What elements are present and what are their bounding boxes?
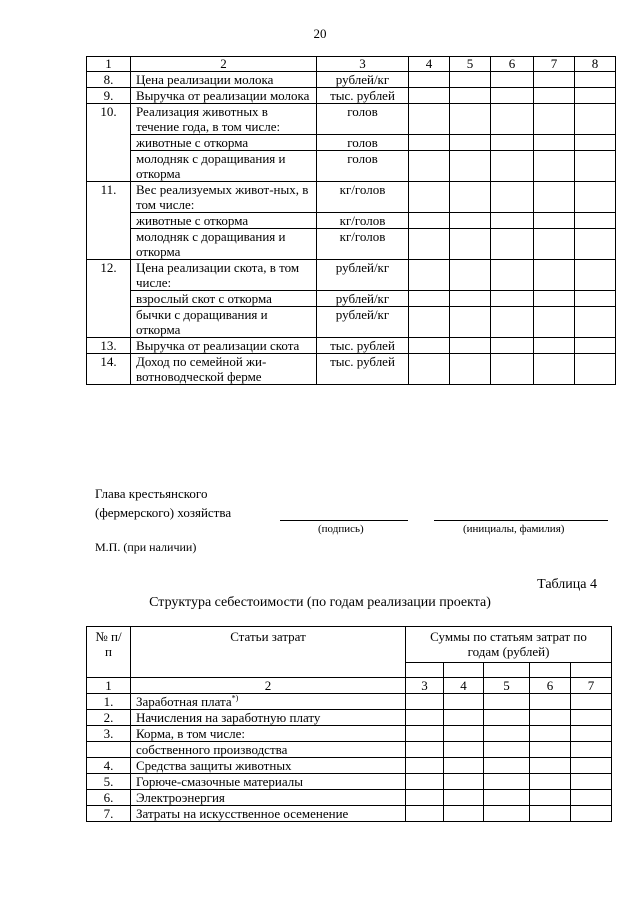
column-number: 6: [530, 678, 571, 694]
column-number: 6: [491, 57, 534, 72]
row-indicator: Выручка от реализации скота: [131, 338, 317, 354]
cost-item: [131, 742, 406, 758]
row-unit: тыс. рублей: [317, 354, 409, 385]
row-number: 1.: [87, 694, 131, 710]
header-num: № п/п: [87, 627, 131, 678]
value-cell: [530, 710, 571, 726]
value-cell: [534, 135, 575, 151]
cost-item: [131, 726, 406, 742]
value-cell: [409, 307, 450, 338]
column-number: 7: [571, 678, 612, 694]
value-cell: [491, 354, 534, 385]
table-row: [87, 710, 612, 726]
value-cell: [491, 291, 534, 307]
row-number: 10.: [87, 104, 131, 182]
row-unit: кг/голов: [317, 229, 409, 260]
value-cell: [575, 229, 616, 260]
value-cell: [534, 291, 575, 307]
table4-title: Структура себестоимости (по годам реализации проекта): [149, 595, 491, 610]
table-row: [87, 758, 612, 774]
row-unit: рублей/кг: [317, 260, 409, 291]
value-cell: [575, 151, 616, 182]
row-unit: голов: [317, 151, 409, 182]
table-row: [87, 88, 616, 104]
value-cell: [450, 135, 491, 151]
value-cell: [484, 790, 530, 806]
row-number: [87, 742, 131, 758]
value-cell: [575, 291, 616, 307]
page-number: 20: [313, 26, 327, 41]
value-cell: [409, 72, 450, 88]
table-row: [87, 213, 616, 229]
value-cell: [409, 229, 450, 260]
value-cell: [530, 806, 571, 822]
value-cell: [575, 307, 616, 338]
value-cell: [534, 260, 575, 291]
table-row: [87, 338, 616, 354]
row-unit: голов: [317, 104, 409, 135]
value-cell: [491, 338, 534, 354]
column-number: 8: [575, 57, 616, 72]
row-indicator: молодняк с доращивания и откорма: [131, 151, 317, 182]
value-cell: [571, 710, 612, 726]
row-unit: кг/голов: [317, 182, 409, 213]
column-number-row: [87, 57, 616, 72]
value-cell: [530, 774, 571, 790]
value-cell: [530, 742, 571, 758]
row-unit: тыс. рублей: [317, 88, 409, 104]
stamp-label: М.П. (при наличии): [95, 540, 197, 554]
value-cell: [409, 291, 450, 307]
value-cell: [534, 307, 575, 338]
value-cell: [534, 88, 575, 104]
table-row: [87, 260, 616, 291]
value-cell: [491, 307, 534, 338]
value-cell: [491, 72, 534, 88]
value-cell: [409, 354, 450, 385]
value-cell: [491, 260, 534, 291]
cost-structure-table: [86, 626, 612, 822]
header-items: Статьи затрат: [131, 627, 406, 678]
row-number: 4.: [87, 758, 131, 774]
row-unit: кг/голов: [317, 213, 409, 229]
table-row: [87, 806, 612, 822]
cost-item-label: Средства защиты животных: [136, 758, 292, 773]
value-cell: [450, 291, 491, 307]
table-row: [87, 790, 612, 806]
value-cell: [575, 338, 616, 354]
value-cell: [534, 72, 575, 88]
value-cell: [491, 135, 534, 151]
column-number: 1: [87, 678, 131, 694]
row-number: 6.: [87, 790, 131, 806]
value-cell: [534, 229, 575, 260]
value-cell: [444, 790, 484, 806]
row-indicator: бычки с доращивания и откорма: [131, 307, 317, 338]
value-cell: [406, 774, 444, 790]
value-cell: [484, 694, 530, 710]
value-cell: [571, 790, 612, 806]
value-cell: [450, 229, 491, 260]
row-number: 3.: [87, 726, 131, 742]
row-indicator: Реализация животных в течение года, в том числе:: [131, 104, 317, 135]
row-number: 9.: [87, 88, 131, 104]
value-cell: [484, 742, 530, 758]
table-row: [87, 291, 616, 307]
column-number: 2: [131, 678, 406, 694]
value-cell: [406, 790, 444, 806]
value-cell: [534, 151, 575, 182]
value-cell: [571, 758, 612, 774]
value-cell: [450, 182, 491, 213]
value-cell: [409, 213, 450, 229]
value-cell: [444, 758, 484, 774]
cost-item: [131, 774, 406, 790]
column-number: 4: [409, 57, 450, 72]
value-cell: [534, 354, 575, 385]
value-cell: [484, 806, 530, 822]
table-row: [87, 104, 616, 135]
value-cell: [534, 182, 575, 213]
table-row: [87, 774, 612, 790]
value-cell: [406, 726, 444, 742]
value-cell: [491, 213, 534, 229]
value-cell: [575, 260, 616, 291]
row-unit: рублей/кг: [317, 72, 409, 88]
farm-head-label: [95, 486, 231, 521]
table-row: [87, 72, 616, 88]
value-cell: [484, 710, 530, 726]
farm-head-line1: Глава крестьянского: [95, 486, 208, 501]
table-row: [87, 307, 616, 338]
value-cell: [406, 694, 444, 710]
value-cell: [450, 260, 491, 291]
value-cell: [450, 338, 491, 354]
row-number: 2.: [87, 710, 131, 726]
value-cell: [450, 213, 491, 229]
value-cell: [571, 774, 612, 790]
row-number: 8.: [87, 72, 131, 88]
value-cell: [444, 726, 484, 742]
cost-item-label: Электроэнергия: [136, 790, 225, 805]
row-number: 14.: [87, 354, 131, 385]
column-number: 7: [534, 57, 575, 72]
column-number: 2: [131, 57, 317, 72]
value-cell: [406, 806, 444, 822]
table-row: [87, 151, 616, 182]
cost-item: [131, 710, 406, 726]
value-cell: [409, 151, 450, 182]
value-cell: [450, 307, 491, 338]
value-cell: [406, 758, 444, 774]
column-number: 3: [406, 678, 444, 694]
value-cell: [575, 182, 616, 213]
table-row: [87, 694, 612, 710]
cost-item: [131, 694, 406, 710]
row-indicator: Цена реализации скота, в том числе:: [131, 260, 317, 291]
signature-caption: (подпись): [318, 523, 364, 535]
value-cell: [575, 354, 616, 385]
value-cell: [571, 742, 612, 758]
column-number: 5: [450, 57, 491, 72]
row-unit: голов: [317, 135, 409, 151]
value-cell: [534, 104, 575, 135]
row-indicator: животные с откорма: [131, 213, 317, 229]
cost-item-label: Корма, в том числе:: [136, 726, 245, 741]
value-cell: [530, 726, 571, 742]
value-cell: [530, 758, 571, 774]
value-cell: [409, 104, 450, 135]
name-line: [434, 520, 608, 521]
value-cell: [444, 694, 484, 710]
row-indicator: Доход по семейной жи-вотноводческой ферме: [131, 354, 317, 385]
value-cell: [530, 790, 571, 806]
value-cell: [530, 694, 571, 710]
value-cell: [491, 182, 534, 213]
value-cell: [450, 104, 491, 135]
value-cell: [409, 135, 450, 151]
value-cell: [575, 213, 616, 229]
value-cell: [409, 88, 450, 104]
farm-head-line2: (фермерского) хозяйства: [95, 505, 232, 520]
value-cell: [406, 742, 444, 758]
value-cell: [484, 774, 530, 790]
row-unit: тыс. рублей: [317, 338, 409, 354]
cost-item-label: Горюче-смазочные материалы: [136, 774, 303, 789]
column-number: 1: [87, 57, 131, 72]
value-cell: [444, 742, 484, 758]
row-indicator: взрослый скот с откорма: [131, 291, 317, 307]
value-cell: [491, 229, 534, 260]
column-number: 3: [317, 57, 409, 72]
value-cell: [450, 354, 491, 385]
value-cell: [491, 104, 534, 135]
table4-label: Таблица 4: [537, 577, 597, 592]
name-caption: (инициалы, фамилия): [463, 523, 565, 535]
footnote-mark: *): [231, 693, 239, 703]
value-cell: [450, 151, 491, 182]
value-cell: [571, 694, 612, 710]
row-indicator: Цена реализации молока: [131, 72, 317, 88]
table-row: [87, 135, 616, 151]
table-row: [87, 229, 616, 260]
row-number: 7.: [87, 806, 131, 822]
cost-item-label: собственного производства: [136, 742, 288, 757]
row-indicator: животные с откорма: [131, 135, 317, 151]
column-number: 5: [484, 678, 530, 694]
row-number: 11.: [87, 182, 131, 260]
row-number: 13.: [87, 338, 131, 354]
value-cell: [444, 774, 484, 790]
value-cell: [491, 88, 534, 104]
value-cell: [484, 758, 530, 774]
row-indicator: молодняк с доращивания и откорма: [131, 229, 317, 260]
value-cell: [406, 710, 444, 726]
value-cell: [409, 260, 450, 291]
cost-item: [131, 806, 406, 822]
cost-item: [131, 758, 406, 774]
row-indicator: Выручка от реализации молока: [131, 88, 317, 104]
value-cell: [491, 151, 534, 182]
value-cell: [444, 806, 484, 822]
table-row: [87, 354, 616, 385]
value-cell: [575, 135, 616, 151]
column-number-row: [87, 678, 612, 694]
table-row: [87, 742, 612, 758]
cost-item-label: Заработная плата: [136, 694, 232, 709]
row-indicator: Вес реализуемых живот-ных, в том числе:: [131, 182, 317, 213]
signature-line: [280, 520, 408, 521]
value-cell: [571, 726, 612, 742]
value-cell: [571, 806, 612, 822]
row-unit: рублей/кг: [317, 291, 409, 307]
row-number: 5.: [87, 774, 131, 790]
cost-item-label: Затраты на искусственное осеменение: [136, 806, 349, 821]
value-cell: [534, 213, 575, 229]
value-cell: [450, 88, 491, 104]
value-cell: [444, 710, 484, 726]
cost-item-label: Начисления на заработную плату: [136, 710, 321, 725]
value-cell: [534, 338, 575, 354]
header-sums: Суммы по статьям затрат по годам (рублей): [406, 627, 612, 663]
row-unit: рублей/кг: [317, 307, 409, 338]
table-row: [87, 726, 612, 742]
table-row: [87, 182, 616, 213]
production-table: [86, 56, 616, 385]
row-number: 12.: [87, 260, 131, 338]
value-cell: [575, 88, 616, 104]
cost-item: [131, 790, 406, 806]
value-cell: [575, 104, 616, 135]
value-cell: [575, 72, 616, 88]
value-cell: [484, 726, 530, 742]
value-cell: [409, 338, 450, 354]
value-cell: [409, 182, 450, 213]
value-cell: [450, 72, 491, 88]
column-number: 4: [444, 678, 484, 694]
